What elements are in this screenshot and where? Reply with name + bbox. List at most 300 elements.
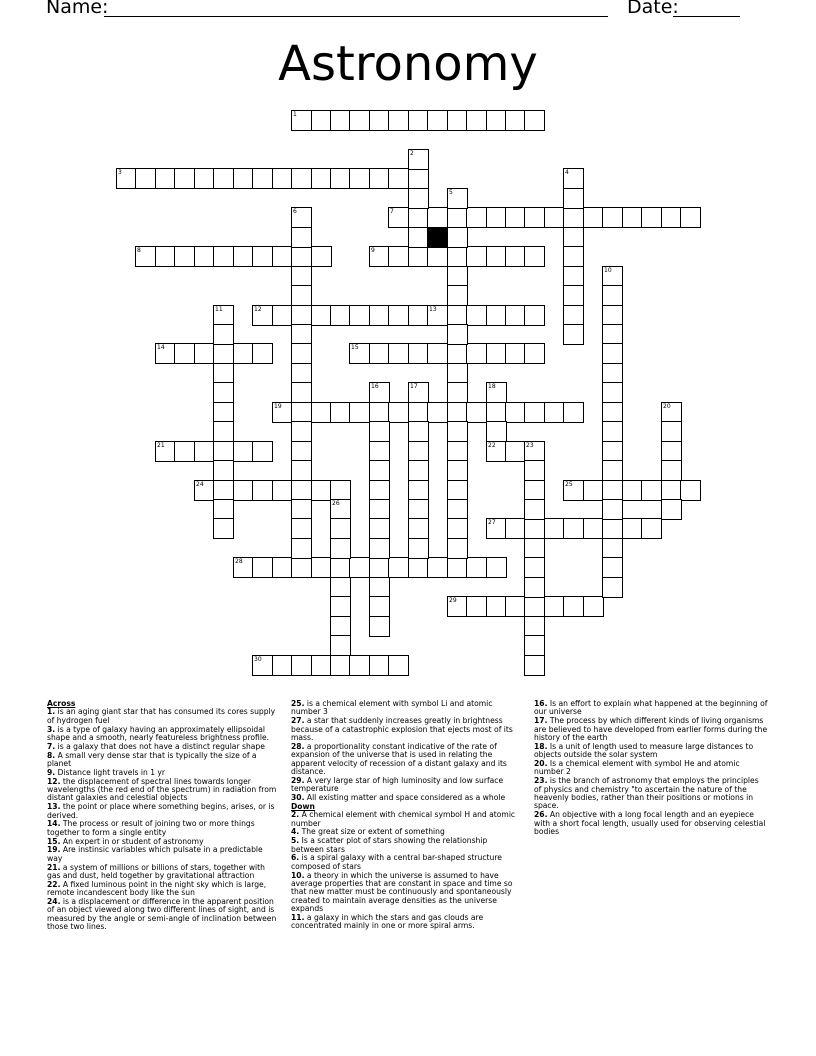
grid-cell[interactable] (291, 110, 312, 131)
grid-cell[interactable] (524, 402, 545, 423)
grid-cell[interactable] (116, 168, 137, 189)
grid-cell[interactable] (369, 441, 390, 462)
grid-cell[interactable] (563, 324, 584, 345)
grid-cell[interactable] (291, 499, 312, 520)
grid-cell[interactable] (291, 421, 312, 442)
grid-cell[interactable] (291, 480, 312, 501)
grid-cell[interactable] (447, 382, 468, 403)
grid-cell[interactable] (213, 343, 234, 364)
grid-cell[interactable] (349, 402, 370, 423)
grid-cell[interactable] (505, 246, 526, 267)
grid-cell[interactable] (291, 266, 312, 287)
grid-cell[interactable] (466, 402, 487, 423)
grid-cell[interactable] (349, 305, 370, 326)
grid-cell[interactable] (427, 110, 448, 131)
grid-cell[interactable] (291, 246, 312, 267)
grid-cell[interactable] (213, 402, 234, 423)
grid-cell[interactable] (369, 596, 390, 617)
grid-cell[interactable] (505, 596, 526, 617)
grid-cell[interactable] (505, 402, 526, 423)
grid-cell[interactable] (213, 363, 234, 384)
grid-cell[interactable] (408, 246, 429, 267)
grid-cell[interactable] (252, 343, 273, 364)
grid-cell[interactable] (388, 655, 409, 676)
grid-cell[interactable] (524, 441, 545, 462)
grid-cell[interactable] (602, 538, 623, 559)
grid-cell[interactable] (369, 246, 390, 267)
grid-cell[interactable] (563, 596, 584, 617)
grid-cell[interactable] (272, 168, 293, 189)
date-label: Date: (627, 0, 679, 18)
grid-cell[interactable] (447, 480, 468, 501)
grid-cell[interactable] (466, 305, 487, 326)
grid-cell[interactable] (486, 402, 507, 423)
grid-cell[interactable] (213, 305, 234, 326)
grid-cell[interactable] (544, 207, 565, 228)
grid-cell[interactable] (524, 480, 545, 501)
grid-cell[interactable] (447, 460, 468, 481)
grid-cell[interactable] (408, 499, 429, 520)
grid-cell[interactable] (408, 402, 429, 423)
grid-cell[interactable] (252, 480, 273, 501)
grid-cell[interactable] (213, 480, 234, 501)
grid-cell[interactable] (447, 363, 468, 384)
grid-cell[interactable] (486, 441, 507, 462)
grid-cell[interactable] (447, 266, 468, 287)
grid-cell[interactable] (486, 110, 507, 131)
grid-cell[interactable] (466, 110, 487, 131)
grid-cell[interactable] (155, 441, 176, 462)
grid-cell[interactable] (563, 305, 584, 326)
grid-cell[interactable] (602, 460, 623, 481)
grid-cell[interactable] (291, 402, 312, 423)
grid-cell[interactable] (680, 480, 701, 501)
grid-cell[interactable] (408, 382, 429, 403)
grid-cell[interactable] (661, 441, 682, 462)
grid-cell[interactable] (213, 168, 234, 189)
grid-cell[interactable] (524, 343, 545, 364)
grid-cell[interactable] (408, 168, 429, 189)
grid-cell[interactable] (408, 518, 429, 539)
grid-cell[interactable] (622, 480, 643, 501)
grid-cell[interactable] (174, 441, 195, 462)
grid-cell[interactable] (388, 207, 409, 228)
grid-cell[interactable] (583, 518, 604, 539)
grid-cell[interactable] (213, 499, 234, 520)
grid-cell[interactable] (291, 168, 312, 189)
grid-cell[interactable] (291, 460, 312, 481)
grid-cell[interactable] (291, 518, 312, 539)
grid-cell[interactable] (349, 168, 370, 189)
grid-cell[interactable] (330, 616, 351, 637)
grid-cell[interactable] (369, 480, 390, 501)
grid-cell[interactable] (583, 480, 604, 501)
grid-cell[interactable] (524, 499, 545, 520)
grid-cell[interactable] (135, 246, 156, 267)
grid-cell[interactable] (291, 382, 312, 403)
grid-cell[interactable] (563, 518, 584, 539)
grid-cell[interactable] (447, 246, 468, 267)
grid-cell[interactable] (272, 655, 293, 676)
across-clue (291, 743, 521, 777)
clue-number: 1. (47, 707, 56, 717)
grid-cell[interactable] (486, 207, 507, 228)
grid-cell[interactable] (408, 343, 429, 364)
grid-cell[interactable] (466, 343, 487, 364)
grid-cell[interactable] (330, 596, 351, 617)
grid-cell[interactable] (311, 402, 332, 423)
grid-cell[interactable] (330, 635, 351, 656)
grid-cell[interactable] (291, 285, 312, 306)
grid-cell[interactable] (408, 538, 429, 559)
grid-cell[interactable] (194, 343, 215, 364)
grid-cell[interactable] (466, 557, 487, 578)
grid-cell[interactable] (369, 421, 390, 442)
grid-cell[interactable] (486, 246, 507, 267)
grid-cell[interactable] (408, 480, 429, 501)
grid-cell[interactable] (194, 246, 215, 267)
grid-cell[interactable] (330, 538, 351, 559)
grid-cell[interactable] (447, 343, 468, 364)
grid-cell[interactable] (233, 557, 254, 578)
grid-cell[interactable] (602, 518, 623, 539)
grid-cell[interactable] (311, 168, 332, 189)
grid-cell[interactable] (427, 207, 448, 228)
grid-cell[interactable] (486, 343, 507, 364)
grid-cell[interactable] (330, 305, 351, 326)
clue-number: 5. (291, 836, 300, 846)
grid-cell[interactable] (369, 343, 390, 364)
clue-number: 30. (291, 793, 305, 803)
grid-cell[interactable] (505, 518, 526, 539)
grid-cell[interactable] (291, 227, 312, 248)
grid-cell[interactable] (369, 402, 390, 423)
grid-cell[interactable] (369, 655, 390, 676)
grid-cell[interactable] (349, 110, 370, 131)
grid-cell[interactable] (524, 246, 545, 267)
grid-cell[interactable] (369, 577, 390, 598)
grid-cell[interactable] (505, 343, 526, 364)
grid-cell[interactable] (408, 557, 429, 578)
grid-cell[interactable] (408, 149, 429, 170)
grid-cell[interactable] (369, 168, 390, 189)
grid-cell[interactable] (524, 596, 545, 617)
grid-cell[interactable] (661, 421, 682, 442)
grid-cell[interactable] (213, 441, 234, 462)
grid-cell[interactable] (602, 285, 623, 306)
clue-number: 20. (534, 759, 548, 769)
grid-cell[interactable] (291, 305, 312, 326)
grid-cell[interactable] (602, 480, 623, 501)
grid-cell[interactable] (291, 441, 312, 462)
across-clue (47, 820, 277, 837)
grid-cell[interactable] (563, 207, 584, 228)
grid-cell[interactable] (252, 557, 273, 578)
clue-number-label: 5 (449, 189, 453, 196)
grid-cell[interactable] (252, 246, 273, 267)
grid-cell[interactable] (369, 538, 390, 559)
grid-cell[interactable] (194, 168, 215, 189)
grid-cell[interactable] (369, 499, 390, 520)
grid-cell[interactable] (602, 421, 623, 442)
grid-cell[interactable] (233, 480, 254, 501)
grid-cell[interactable] (311, 110, 332, 131)
grid-cell[interactable] (388, 343, 409, 364)
grid-cell[interactable] (466, 596, 487, 617)
clue-number-label: 30 (254, 656, 262, 663)
grid-cell[interactable] (291, 557, 312, 578)
grid-cell[interactable] (602, 577, 623, 598)
grid-cell[interactable] (661, 207, 682, 228)
grid-cell[interactable] (602, 557, 623, 578)
grid-cell[interactable] (291, 363, 312, 384)
grid-cell[interactable] (213, 324, 234, 345)
grid-cell[interactable] (272, 402, 293, 423)
grid-cell[interactable] (486, 596, 507, 617)
grid-cell[interactable] (602, 324, 623, 345)
grid-cell[interactable] (505, 110, 526, 131)
clue-number: 7. (47, 741, 56, 751)
clue-number: 19. (47, 845, 61, 855)
grid-cell[interactable] (388, 110, 409, 131)
grid-cell[interactable] (194, 441, 215, 462)
grid-cell[interactable] (602, 266, 623, 287)
grid-cell[interactable] (213, 518, 234, 539)
grid-cell[interactable] (563, 480, 584, 501)
grid-cell[interactable] (661, 499, 682, 520)
grid-cell[interactable] (369, 305, 390, 326)
grid-cell[interactable] (311, 480, 332, 501)
grid-cell[interactable] (602, 207, 623, 228)
grid-cell[interactable] (311, 305, 332, 326)
down-clue (534, 700, 768, 717)
grid-cell[interactable] (641, 480, 662, 501)
grid-cell[interactable] (155, 343, 176, 364)
grid-cell[interactable] (602, 343, 623, 364)
grid-cell[interactable] (349, 655, 370, 676)
grid-cell[interactable] (544, 518, 565, 539)
grid-cell[interactable] (233, 168, 254, 189)
grid-cell[interactable] (524, 110, 545, 131)
grid-cell[interactable] (661, 460, 682, 481)
grid-cell[interactable] (661, 480, 682, 501)
grid-cell[interactable] (583, 596, 604, 617)
grid-cell[interactable] (583, 207, 604, 228)
clue-number: 14. (47, 819, 61, 829)
grid-cell[interactable] (466, 246, 487, 267)
grid-cell[interactable] (272, 557, 293, 578)
grid-cell[interactable] (427, 343, 448, 364)
grid-cell[interactable] (330, 577, 351, 598)
grid-cell[interactable] (524, 577, 545, 598)
grid-cell[interactable] (291, 343, 312, 364)
clue-number-label: 6 (293, 208, 297, 215)
grid-cell[interactable] (563, 168, 584, 189)
grid-cell[interactable] (447, 499, 468, 520)
grid-cell[interactable] (524, 616, 545, 637)
grid-cell[interactable] (427, 246, 448, 267)
grid-cell[interactable] (291, 207, 312, 228)
grid-cell[interactable] (447, 441, 468, 462)
grid-cell[interactable] (349, 343, 370, 364)
grid-cell[interactable] (563, 266, 584, 287)
grid-cell[interactable] (330, 518, 351, 539)
grid-cell[interactable] (272, 246, 293, 267)
grid-cell[interactable] (661, 402, 682, 423)
grid-cell[interactable] (388, 557, 409, 578)
grid-cell[interactable] (544, 402, 565, 423)
grid-cell[interactable] (330, 402, 351, 423)
grid-cell[interactable] (447, 518, 468, 539)
grid-cell[interactable] (622, 518, 643, 539)
grid-cell[interactable] (524, 538, 545, 559)
grid-cell[interactable] (272, 480, 293, 501)
grid-cell[interactable] (641, 518, 662, 539)
grid-cell[interactable] (602, 363, 623, 384)
grid-cell[interactable] (563, 246, 584, 267)
grid-cell[interactable] (135, 168, 156, 189)
grid-cell[interactable] (311, 655, 332, 676)
grid-cell[interactable] (408, 227, 429, 248)
grid-cell[interactable] (155, 168, 176, 189)
grid-cell[interactable] (486, 421, 507, 442)
grid-cell[interactable] (447, 207, 468, 228)
grid-cell[interactable] (447, 227, 468, 248)
grid-cell[interactable] (408, 188, 429, 209)
grid-cell[interactable] (427, 305, 448, 326)
grid-cell[interactable] (524, 635, 545, 656)
grid-cell[interactable] (447, 557, 468, 578)
grid-cell[interactable] (622, 207, 643, 228)
grid-cell[interactable] (447, 324, 468, 345)
grid-cell[interactable] (466, 207, 487, 228)
grid-cell[interactable] (447, 110, 468, 131)
clue-number: 21. (47, 862, 61, 872)
clue-text: a star that suddenly increases greatly in brightness because of a catastrophic explosion that ejects most of its mass. (291, 716, 513, 743)
grid-cell[interactable] (213, 382, 234, 403)
grid-cell[interactable] (563, 188, 584, 209)
grid-cell[interactable] (233, 246, 254, 267)
grid-cell[interactable] (311, 246, 332, 267)
grid-cell[interactable] (388, 305, 409, 326)
grid-cell[interactable] (505, 441, 526, 462)
clue-number: 29. (291, 775, 305, 785)
grid-cell[interactable] (291, 655, 312, 676)
grid-cell[interactable] (330, 557, 351, 578)
grid-cell[interactable] (369, 616, 390, 637)
grid-cell[interactable] (330, 499, 351, 520)
grid-cell[interactable] (174, 343, 195, 364)
grid-cell[interactable] (524, 460, 545, 481)
grid-cell[interactable] (233, 441, 254, 462)
grid-cell[interactable] (563, 402, 584, 423)
grid-cell[interactable] (641, 207, 662, 228)
grid-cell[interactable] (291, 324, 312, 345)
grid-cell[interactable] (330, 110, 351, 131)
grid-cell[interactable] (486, 382, 507, 403)
grid-cell[interactable] (330, 168, 351, 189)
grid-cell[interactable] (252, 655, 273, 676)
grid-cell[interactable] (330, 655, 351, 676)
clue-number-label: 24 (196, 481, 204, 488)
clue-number-label: 12 (254, 306, 262, 313)
grid-cell[interactable] (174, 246, 195, 267)
grid-cell[interactable] (524, 655, 545, 676)
grid-cell[interactable] (349, 557, 370, 578)
grid-cell[interactable] (408, 421, 429, 442)
grid-cell[interactable] (330, 480, 351, 501)
grid-cell[interactable] (388, 402, 409, 423)
grid-cell[interactable] (544, 596, 565, 617)
grid-cell[interactable] (311, 557, 332, 578)
grid-cell[interactable] (524, 518, 545, 539)
grid-cell[interactable] (213, 246, 234, 267)
grid-cell[interactable] (252, 305, 273, 326)
grid-cell[interactable] (388, 168, 409, 189)
grid-cell[interactable] (680, 207, 701, 228)
grid-cell[interactable] (563, 285, 584, 306)
clue-text: a proportionality constant indicative of the rate of expansion of the universe that is used in relating the apparent velocity of recession of a distant galaxy and its distance. (291, 741, 507, 777)
grid-cell[interactable] (174, 168, 195, 189)
grid-cell[interactable] (408, 305, 429, 326)
clue-number-label: 13 (429, 306, 437, 313)
grid-cell[interactable] (272, 305, 293, 326)
grid-cell[interactable] (408, 460, 429, 481)
grid-cell[interactable] (408, 441, 429, 462)
grid-cell[interactable] (388, 246, 409, 267)
grid-cell[interactable] (486, 518, 507, 539)
grid-cell[interactable] (369, 557, 390, 578)
grid-cell[interactable] (505, 207, 526, 228)
grid-cell[interactable] (602, 382, 623, 403)
grid-cell[interactable] (602, 305, 623, 326)
grid-cell[interactable] (427, 402, 448, 423)
grid-cell[interactable] (369, 460, 390, 481)
grid-cell[interactable] (602, 441, 623, 462)
grid-cell[interactable] (602, 499, 623, 520)
grid-cell[interactable] (252, 441, 273, 462)
grid-cell[interactable] (408, 110, 429, 131)
grid-cell[interactable] (155, 246, 176, 267)
grid-cell[interactable] (447, 188, 468, 209)
grid-cell[interactable] (447, 538, 468, 559)
grid-cell[interactable] (447, 421, 468, 442)
grid-cell[interactable] (213, 421, 234, 442)
grid-cell[interactable] (505, 305, 526, 326)
grid-cell[interactable] (369, 382, 390, 403)
grid-cell[interactable] (524, 557, 545, 578)
grid-cell[interactable] (233, 343, 254, 364)
grid-cell[interactable] (408, 207, 429, 228)
grid-cell[interactable] (369, 518, 390, 539)
grid-cell[interactable] (447, 285, 468, 306)
grid-cell[interactable] (194, 480, 215, 501)
grid-cell[interactable] (524, 207, 545, 228)
grid-cell[interactable] (602, 402, 623, 423)
grid-cell[interactable] (369, 110, 390, 131)
grid-cell[interactable] (447, 402, 468, 423)
grid-cell[interactable] (486, 557, 507, 578)
grid-cell[interactable] (486, 305, 507, 326)
grid-cell[interactable] (524, 305, 545, 326)
grid-cell[interactable] (447, 305, 468, 326)
grid-cell[interactable] (213, 460, 234, 481)
grid-cell[interactable] (252, 168, 273, 189)
grid-cell[interactable] (291, 538, 312, 559)
grid-cell[interactable] (427, 557, 448, 578)
grid-cell[interactable] (563, 227, 584, 248)
grid-cell[interactable] (447, 596, 468, 617)
